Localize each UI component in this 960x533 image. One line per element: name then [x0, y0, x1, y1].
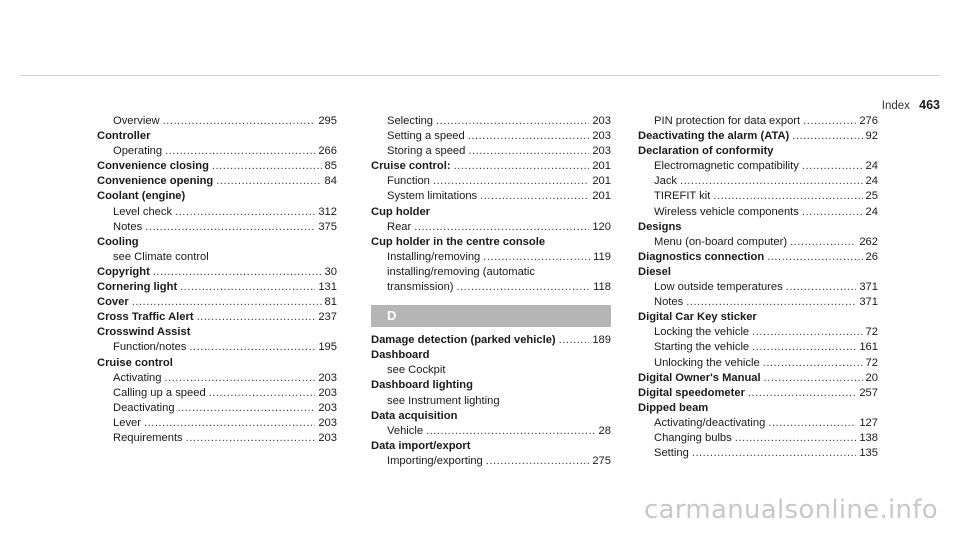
entry-label: Jack [654, 175, 678, 188]
entry-page-number: 203 [592, 130, 611, 143]
entry-label: Requirements [113, 431, 183, 444]
dot-leader [786, 280, 857, 295]
page-title: Index [881, 100, 910, 112]
index-heading: Designs [638, 220, 682, 233]
index-heading: Data acquisition [371, 409, 458, 422]
entry-label: Deactivating [113, 401, 175, 414]
dot-leader [803, 114, 856, 129]
entry-page-number: 203 [592, 115, 611, 127]
index-heading: Dashboard lighting [371, 379, 473, 392]
index-heading-entry [97, 265, 337, 280]
entry-label: System limitations [387, 190, 478, 203]
entry-label: Cornering light [97, 281, 178, 294]
entry-label: Convenience opening [97, 175, 214, 188]
entry-label: Convenience closing [97, 160, 209, 173]
entry-label: Starting the vehicle [654, 341, 750, 354]
index-subentry [638, 446, 878, 461]
index-heading-entry [638, 371, 878, 386]
dot-leader [165, 371, 316, 386]
entry-page-number: 24 [865, 205, 878, 218]
entry-label: Changing bulbs [654, 431, 732, 444]
entry-label: Vehicle [387, 424, 424, 437]
dot-leader [436, 114, 589, 129]
entry-page-number: 371 [859, 296, 878, 309]
dot-leader [178, 401, 316, 416]
index-subentry: installing/removing (automatic [387, 265, 535, 278]
index-subentry [371, 250, 611, 265]
entry-page-number: 295 [318, 115, 337, 127]
entry-page-number: 161 [859, 341, 878, 354]
entry-label: Notes [113, 220, 143, 233]
entry-page-number: 119 [593, 250, 611, 263]
dot-leader [468, 144, 589, 159]
entry-label: Damage detection (parked vehicle) [371, 334, 556, 347]
dot-leader [197, 310, 316, 325]
entry-page-number: 72 [865, 356, 878, 369]
dot-leader [480, 189, 589, 204]
entry-label: Copyright [97, 265, 150, 278]
index-subentry [638, 159, 878, 174]
dot-leader [186, 431, 316, 446]
watermark: carmanualsonline.info [643, 495, 938, 525]
entry-page-number: 203 [318, 401, 337, 414]
index-heading-entry [638, 250, 878, 265]
entry-page-number: 201 [592, 160, 611, 173]
entry-page-number: 135 [859, 447, 878, 460]
index-subentry [638, 114, 878, 129]
entry-page-number: 24 [865, 175, 878, 188]
dot-leader [767, 250, 862, 265]
index-heading: Dipped beam [638, 401, 709, 414]
entry-label: Notes [654, 296, 684, 309]
entry-label: Selecting [387, 115, 434, 127]
entry-page-number: 84 [324, 175, 337, 188]
entry-label: Setting [654, 447, 689, 460]
dot-leader [752, 340, 856, 355]
entry-label: Importing/exporting [387, 454, 483, 467]
dot-leader [802, 159, 863, 174]
header-rule [20, 75, 940, 76]
index-subentry [638, 340, 878, 355]
dot-leader [175, 205, 315, 220]
index-subentry [638, 295, 878, 310]
entry-page-number: 257 [859, 386, 878, 399]
index-heading: Digital Car Key sticker [638, 311, 757, 324]
index-subentry [97, 416, 337, 431]
index-subentry [371, 144, 611, 159]
entry-label: Overview [113, 115, 160, 127]
index-heading-entry [97, 159, 337, 174]
entry-label: Activating/deactivating [654, 416, 766, 429]
index-subentry [638, 325, 878, 340]
entry-page-number: 371 [859, 281, 878, 294]
entry-label: Wireless vehicle components [654, 205, 799, 218]
entry-label: Level check [113, 205, 173, 218]
index-subentry [371, 114, 611, 129]
dot-leader [165, 144, 315, 159]
dot-leader [414, 220, 589, 235]
entry-label: Low outside temperatures [654, 281, 783, 294]
dot-leader [802, 205, 863, 220]
index-subentry [97, 114, 337, 129]
index-subentry [97, 401, 337, 416]
index-subentry [371, 189, 611, 204]
index-column-2 [371, 114, 611, 469]
dot-leader [163, 114, 316, 129]
entry-page-number: 203 [318, 371, 337, 384]
index-heading: Crosswind Assist [97, 326, 191, 339]
entry-label: Storing a speed [387, 145, 466, 158]
index-subentry [97, 340, 337, 355]
index-heading: Cruise control [97, 356, 173, 369]
dot-leader [752, 325, 862, 340]
index-letter-heading: D [371, 305, 611, 327]
entry-page-number: 203 [318, 386, 337, 399]
entry-label: Cross Traffic Alert [97, 311, 194, 324]
index-heading: Coolant (engine) [97, 190, 186, 203]
page-header [882, 98, 940, 112]
entry-page-number: 72 [865, 326, 878, 339]
entry-label: Electromagnetic compatibility [654, 160, 799, 173]
dot-leader [132, 295, 322, 310]
dot-leader [457, 280, 591, 295]
entry-page-number: 120 [592, 220, 611, 233]
entry-label: Diagnostics connection [638, 250, 765, 263]
index-heading-entry [371, 159, 611, 174]
index-subentry [638, 174, 878, 189]
dot-leader [713, 189, 862, 204]
dot-leader [189, 340, 315, 355]
entry-page-number: 20 [865, 371, 878, 384]
entry-label: TIREFIT kit [654, 190, 711, 203]
dot-leader [153, 265, 322, 280]
index-subentry [97, 144, 337, 159]
dot-leader [790, 235, 856, 250]
entry-page-number: 203 [592, 145, 611, 158]
entry-page-number: 28 [598, 424, 611, 437]
index-heading-entry [97, 174, 337, 189]
entry-label: Menu (on-board computer) [654, 235, 788, 248]
index-column-3 [638, 114, 878, 461]
entry-label: Function/notes [113, 341, 187, 354]
entry-page-number: 24 [865, 160, 878, 173]
entry-page-number: 138 [859, 431, 878, 444]
index-heading-entry [97, 310, 337, 325]
entry-page-number: 201 [592, 175, 611, 188]
index-subentry [638, 205, 878, 220]
entry-page-number: 81 [324, 296, 337, 309]
dot-leader [486, 454, 590, 469]
entry-page-number: 375 [318, 220, 337, 233]
dot-leader [209, 386, 316, 401]
dot-leader [559, 333, 590, 348]
index-subentry [97, 205, 337, 220]
index-subentry [97, 386, 337, 401]
entry-label: Setting a speed [387, 130, 465, 143]
dot-leader [144, 416, 315, 431]
dot-leader [748, 386, 856, 401]
index-heading: Cooling [97, 235, 139, 248]
index-subentry [371, 280, 611, 295]
index-heading-entry [97, 295, 337, 310]
entry-page-number: 26 [865, 250, 878, 263]
dot-leader [792, 129, 862, 144]
index-subentry: see Climate control [113, 250, 209, 263]
entry-page-number: 237 [318, 311, 337, 324]
dot-leader [735, 431, 857, 446]
entry-label: Activating [113, 371, 162, 384]
dot-leader [768, 416, 856, 431]
index-heading-entry [638, 386, 878, 401]
entry-label: Digital Owner's Manual [638, 371, 761, 384]
index-subentry [371, 220, 611, 235]
entry-label: Unlocking the vehicle [654, 356, 760, 369]
index-heading: Cup holder [371, 205, 431, 218]
entry-page-number: 266 [318, 145, 337, 158]
entry-page-number: 127 [859, 416, 878, 429]
entry-label: transmission) [387, 281, 454, 294]
page-number: 463 [919, 98, 940, 112]
entry-label: Operating [113, 145, 163, 158]
entry-page-number: 275 [592, 454, 611, 467]
entry-page-number: 85 [324, 160, 337, 173]
entry-label: Installing/removing [387, 250, 481, 263]
dot-leader [763, 356, 863, 371]
entry-page-number: 30 [324, 265, 337, 278]
entry-page-number: 262 [859, 235, 878, 248]
index-subentry [638, 431, 878, 446]
index-subentry [371, 424, 611, 439]
dot-leader [468, 129, 590, 144]
index-heading-entry [371, 333, 611, 348]
index-heading-entry [97, 280, 337, 295]
dot-leader [454, 159, 590, 174]
index-subentry [97, 220, 337, 235]
index-heading-entry [638, 129, 878, 144]
entry-page-number: 92 [865, 130, 878, 143]
dot-leader [483, 250, 590, 265]
dot-leader [686, 295, 856, 310]
index-subentry: see Cockpit [387, 364, 446, 377]
index-subentry: see Instrument lighting [387, 394, 500, 407]
index-subentry [638, 280, 878, 295]
dot-leader [426, 424, 595, 439]
index-heading: Cup holder in the centre console [371, 235, 546, 248]
index-subentry [638, 416, 878, 431]
dot-leader [180, 280, 315, 295]
dot-leader [212, 159, 322, 174]
dot-leader [764, 371, 863, 386]
index-subentry [371, 174, 611, 189]
entry-page-number: 203 [318, 416, 337, 429]
index-heading: Declaration of conformity [638, 145, 774, 158]
entry-label: Digital speedometer [638, 386, 745, 399]
index-subentry [97, 371, 337, 386]
dot-leader [692, 446, 856, 461]
entry-label: Calling up a speed [113, 386, 206, 399]
index-subentry [97, 431, 337, 446]
entry-label: Cover [97, 296, 129, 309]
dot-leader [216, 174, 321, 189]
entry-label: PIN protection for data export [654, 115, 801, 127]
entry-page-number: 201 [592, 190, 611, 203]
entry-page-number: 189 [592, 334, 611, 347]
index-subentry [638, 235, 878, 250]
entry-page-number: 276 [859, 115, 878, 127]
dot-leader [680, 174, 863, 189]
dot-leader [145, 220, 315, 235]
index-heading: Controller [97, 130, 151, 143]
entry-page-number: 25 [865, 190, 878, 203]
index-heading: Data import/export [371, 439, 471, 452]
dot-leader [433, 174, 589, 189]
entry-label: Cruise control: [371, 160, 451, 173]
index-heading: Diesel [638, 265, 671, 278]
entry-page-number: 118 [593, 281, 611, 294]
entry-label: Locking the vehicle [654, 326, 750, 339]
entry-label: Function [387, 175, 430, 188]
entry-page-number: 312 [318, 205, 337, 218]
index-subentry [371, 454, 611, 469]
index-subentry [371, 129, 611, 144]
entry-label: Lever [113, 416, 141, 429]
index-subentry [638, 356, 878, 371]
entry-page-number: 203 [318, 431, 337, 444]
entry-page-number: 195 [318, 341, 337, 354]
entry-label: Deactivating the alarm (ATA) [638, 130, 790, 143]
entry-page-number: 131 [318, 281, 337, 294]
index-heading: Dashboard [371, 349, 430, 362]
entry-label: Rear [387, 220, 412, 233]
index-subentry [638, 189, 878, 204]
index-column-1 [97, 114, 337, 446]
